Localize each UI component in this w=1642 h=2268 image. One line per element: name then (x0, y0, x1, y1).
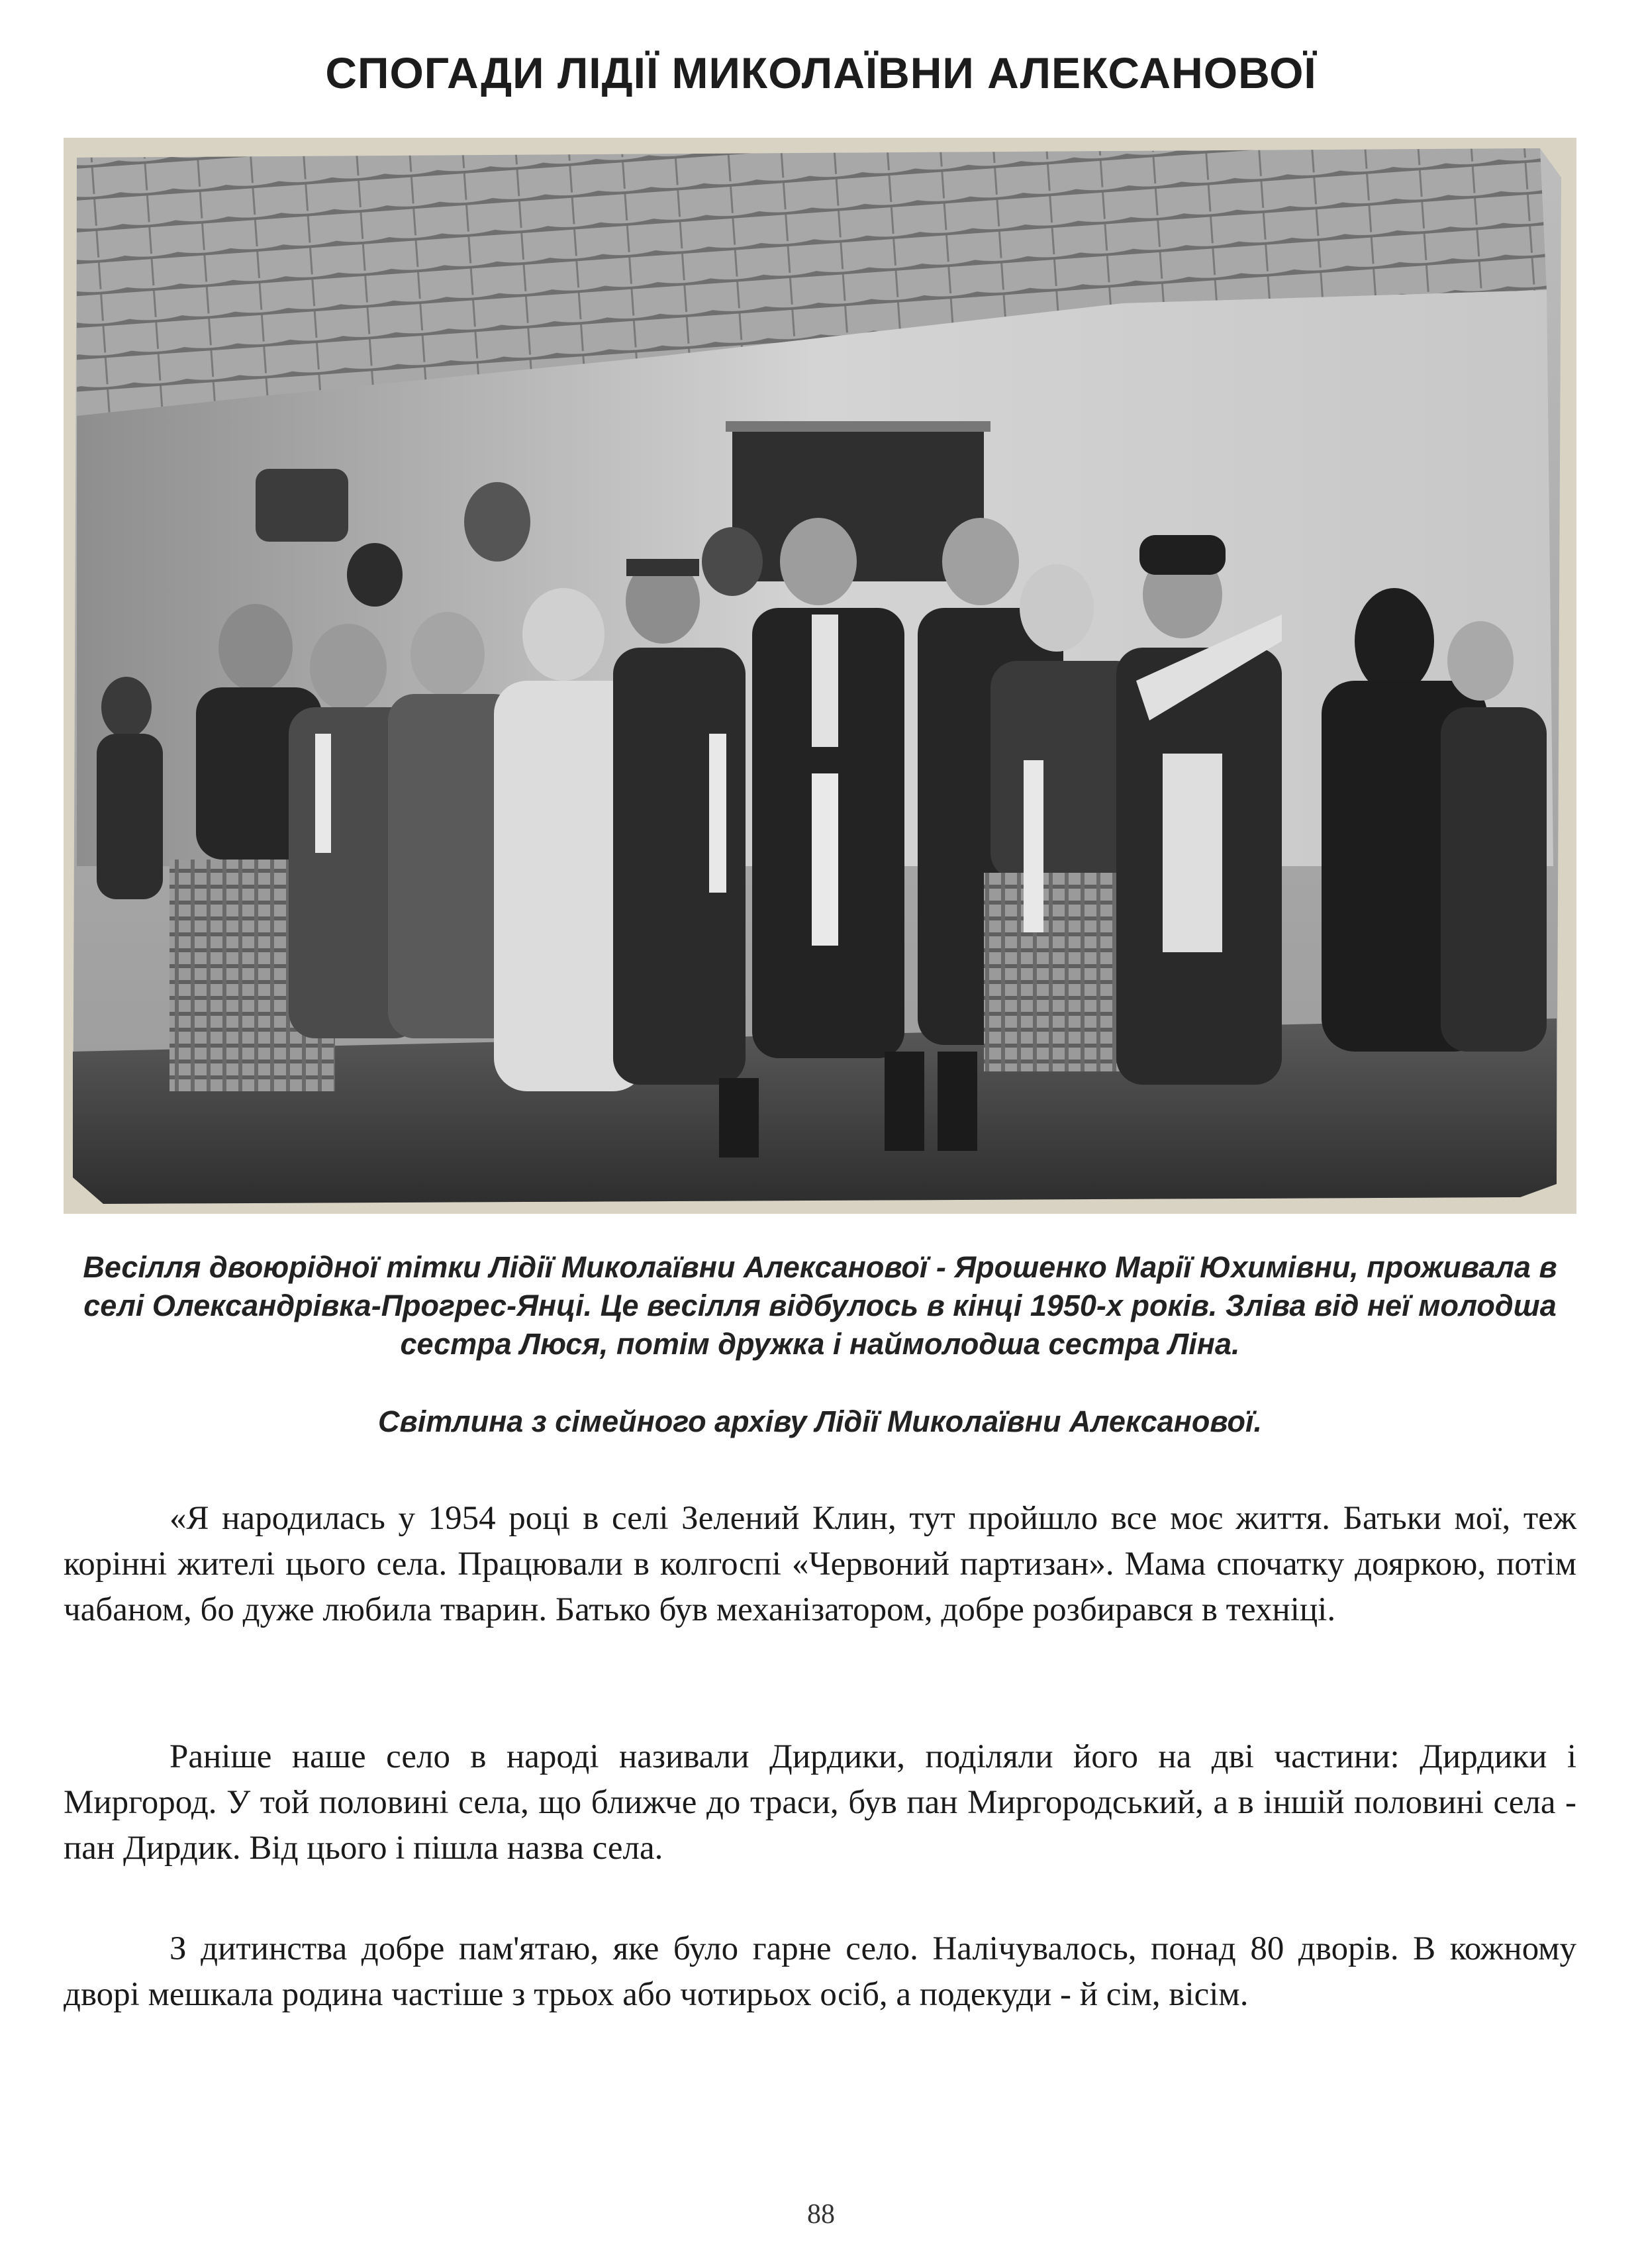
page-title: СПОГАДИ ЛІДІЇ МИКОЛАЇВНИ АЛЕКСАНОВОЇ (325, 48, 1317, 97)
paragraph: Раніше наше село в народі називали Дирдики, поділяли його на дві частини: Дирдики і Миргород. У той половині села, що ближче до траси, був пан Миргородський, а в іншій половині села - пан Дирдик. Від цього і пішла назва села. (64, 1738, 1576, 1867)
wedding-photo (64, 138, 1576, 1214)
page-number: 88 (807, 2199, 835, 2230)
photo-credit: Світлина з сімейного архіву Лідії Миколаївни Алексанової. (378, 1405, 1262, 1438)
paragraph: З дитинства добре пам'ятаю, яке було гарне село. Налічувалось, понад 80 дворів. В кожному дворі мешкала родина частіше з трьох або чотирьох осіб, а подекуди - й сім, вісім. (64, 1930, 1576, 2013)
photo-caption: Весілля двоюрідної тітки Лідії Миколаївни Алексанової - Ярошенко Марії Юхимівни, проживала в селі Олександрівка-Прогрес-Янці. Це весілля відбулось в кінці 1950-х років. Зліва від неї молодша сестра Люся, потім дружка і наймолодша сестра Ліна. (83, 1250, 1557, 1361)
paragraph: «Я народилась у 1954 році в селі Зелений Клин, тут пройшло все моє життя. Батьки мої, теж корінні жителі цього села. Працювали в колгоспі «Червоний партизан». Мама спочатку дояркою, потім чабаном, бо дуже любила тварин. Батько був механізатором, добре розбирався в техніці. (64, 1500, 1576, 1628)
